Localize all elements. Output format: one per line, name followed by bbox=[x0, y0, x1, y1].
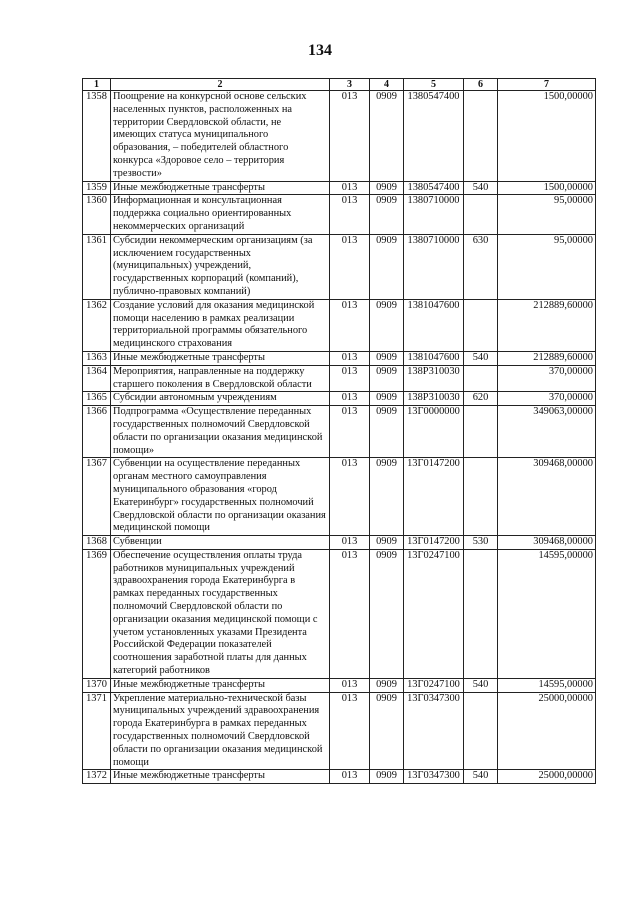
table-row bbox=[83, 770, 596, 784]
amount-cell: 14595,00000 bbox=[498, 549, 596, 678]
amount-cell: 370,00000 bbox=[498, 392, 596, 406]
table-row bbox=[83, 299, 596, 351]
table-row bbox=[83, 678, 596, 692]
table-row bbox=[83, 536, 596, 550]
admin-code-cell: 013 bbox=[330, 91, 370, 182]
row-number-cell: 1363 bbox=[83, 351, 111, 365]
header-col-3: 3 bbox=[330, 79, 370, 91]
header-col-5: 5 bbox=[404, 79, 464, 91]
row-name-cell: Иные межбюджетные трансферты bbox=[111, 181, 330, 195]
expense-type-cell: 540 bbox=[464, 678, 498, 692]
section-code-cell: 0909 bbox=[370, 351, 404, 365]
target-article-cell: 1380710000 bbox=[404, 234, 464, 299]
amount-cell: 95,00000 bbox=[498, 195, 596, 234]
target-article-cell: 1381047600 bbox=[404, 299, 464, 351]
table-row bbox=[83, 351, 596, 365]
admin-code-cell: 013 bbox=[330, 195, 370, 234]
expense-type-cell bbox=[464, 195, 498, 234]
amount-cell: 309468,00000 bbox=[498, 536, 596, 550]
header-col-7: 7 bbox=[498, 79, 596, 91]
table-row bbox=[83, 549, 596, 678]
expense-type-cell bbox=[464, 365, 498, 392]
section-code-cell: 0909 bbox=[370, 392, 404, 406]
section-code-cell: 0909 bbox=[370, 458, 404, 536]
expense-type-cell bbox=[464, 406, 498, 458]
section-code-cell: 0909 bbox=[370, 365, 404, 392]
table-row bbox=[83, 365, 596, 392]
expense-type-cell bbox=[464, 458, 498, 536]
row-name-cell: Укрепление материально-технической базы муниципальных учреждений здравоохранения города Екатеринбурга в рамках переданных государственных полномочий Свердловской области по организации оказания медицинской помощи bbox=[111, 692, 330, 770]
row-number-cell: 1370 bbox=[83, 678, 111, 692]
amount-cell: 349063,00000 bbox=[498, 406, 596, 458]
admin-code-cell: 013 bbox=[330, 365, 370, 392]
target-article-cell: 13Г0247100 bbox=[404, 549, 464, 678]
target-article-cell: 1380547400 bbox=[404, 91, 464, 182]
amount-cell: 95,00000 bbox=[498, 234, 596, 299]
target-article-cell: 13Г0347300 bbox=[404, 770, 464, 784]
expense-type-cell bbox=[464, 91, 498, 182]
row-name-cell: Создание условий для оказания медицинской помощи населению в рамках реализации территориальной программы обязательного медицинского страхования bbox=[111, 299, 330, 351]
admin-code-cell: 013 bbox=[330, 181, 370, 195]
header-col-1: 1 bbox=[83, 79, 111, 91]
admin-code-cell: 013 bbox=[330, 351, 370, 365]
amount-cell: 25000,00000 bbox=[498, 692, 596, 770]
section-code-cell: 0909 bbox=[370, 195, 404, 234]
row-name-cell: Подпрограмма «Осуществление переданных государственных полномочий Свердловской области по организации оказания медицинской помощи» bbox=[111, 406, 330, 458]
section-code-cell: 0909 bbox=[370, 181, 404, 195]
target-article-cell: 1381047600 bbox=[404, 351, 464, 365]
section-code-cell: 0909 bbox=[370, 678, 404, 692]
expense-type-cell: 620 bbox=[464, 392, 498, 406]
section-code-cell: 0909 bbox=[370, 299, 404, 351]
admin-code-cell: 013 bbox=[330, 678, 370, 692]
row-number-cell: 1368 bbox=[83, 536, 111, 550]
row-number-cell: 1358 bbox=[83, 91, 111, 182]
section-code-cell: 0909 bbox=[370, 406, 404, 458]
section-code-cell: 0909 bbox=[370, 549, 404, 678]
amount-cell: 212889,60000 bbox=[498, 299, 596, 351]
amount-cell: 309468,00000 bbox=[498, 458, 596, 536]
target-article-cell: 138P310030 bbox=[404, 365, 464, 392]
row-name-cell: Мероприятия, направленные на поддержку старшего поколения в Свердловской области bbox=[111, 365, 330, 392]
section-code-cell: 0909 bbox=[370, 770, 404, 784]
row-number-cell: 1369 bbox=[83, 549, 111, 678]
section-code-cell: 0909 bbox=[370, 536, 404, 550]
table-row bbox=[83, 234, 596, 299]
row-number-cell: 1372 bbox=[83, 770, 111, 784]
header-col-2: 2 bbox=[111, 79, 330, 91]
amount-cell: 212889,60000 bbox=[498, 351, 596, 365]
row-name-cell: Субсидии автономным учреждениям bbox=[111, 392, 330, 406]
table-body bbox=[83, 91, 596, 784]
table-row bbox=[83, 692, 596, 770]
admin-code-cell: 013 bbox=[330, 458, 370, 536]
row-number-cell: 1371 bbox=[83, 692, 111, 770]
amount-cell: 1500,00000 bbox=[498, 181, 596, 195]
header-col-4: 4 bbox=[370, 79, 404, 91]
admin-code-cell: 013 bbox=[330, 392, 370, 406]
row-number-cell: 1364 bbox=[83, 365, 111, 392]
expense-type-cell bbox=[464, 692, 498, 770]
amount-cell: 1500,00000 bbox=[498, 91, 596, 182]
row-name-cell: Иные межбюджетные трансферты bbox=[111, 770, 330, 784]
row-number-cell: 1362 bbox=[83, 299, 111, 351]
amount-cell: 14595,00000 bbox=[498, 678, 596, 692]
target-article-cell: 13Г0000000 bbox=[404, 406, 464, 458]
target-article-cell: 13Г0347300 bbox=[404, 692, 464, 770]
row-name-cell: Субвенции на осуществление переданных органам местного самоуправления муниципального образования «город Екатеринбург» государственных полномочий Свердловской области по организации оказания медицинской помощи bbox=[111, 458, 330, 536]
table-row bbox=[83, 195, 596, 234]
row-name-cell: Поощрение на конкурсной основе сельских населенных пунктов, расположенных на территории Свердловской области, не имеющих статуса муниципального образования, – победителей областного конкурса «Здоровое село – территория трезвости» bbox=[111, 91, 330, 182]
row-number-cell: 1360 bbox=[83, 195, 111, 234]
table-header-row bbox=[83, 79, 596, 91]
admin-code-cell: 013 bbox=[330, 536, 370, 550]
row-number-cell: 1361 bbox=[83, 234, 111, 299]
expense-type-cell: 630 bbox=[464, 234, 498, 299]
table-row bbox=[83, 406, 596, 458]
target-article-cell: 1380547400 bbox=[404, 181, 464, 195]
target-article-cell: 1380710000 bbox=[404, 195, 464, 234]
table-row bbox=[83, 181, 596, 195]
table-row bbox=[83, 91, 596, 182]
admin-code-cell: 013 bbox=[330, 549, 370, 678]
row-number-cell: 1367 bbox=[83, 458, 111, 536]
row-name-cell: Субвенции bbox=[111, 536, 330, 550]
amount-cell: 25000,00000 bbox=[498, 770, 596, 784]
table-row bbox=[83, 392, 596, 406]
row-name-cell: Иные межбюджетные трансферты bbox=[111, 678, 330, 692]
row-name-cell: Обеспечение осуществления оплаты труда работников муниципальных учреждений здравоохранения города Екатеринбурга в рамках переданных государственных полномочий Свердловской области по организации оказания медицинской помощи с учетом установленных указами Президента Российской Федерации показателей соотношения заработной платы для данных категорий работников bbox=[111, 549, 330, 678]
amount-cell: 370,00000 bbox=[498, 365, 596, 392]
admin-code-cell: 013 bbox=[330, 299, 370, 351]
budget-table bbox=[82, 78, 596, 784]
header-col-6: 6 bbox=[464, 79, 498, 91]
expense-type-cell: 540 bbox=[464, 181, 498, 195]
section-code-cell: 0909 bbox=[370, 234, 404, 299]
expense-type-cell bbox=[464, 549, 498, 678]
admin-code-cell: 013 bbox=[330, 406, 370, 458]
admin-code-cell: 013 bbox=[330, 234, 370, 299]
admin-code-cell: 013 bbox=[330, 692, 370, 770]
expense-type-cell bbox=[464, 299, 498, 351]
page-number: 134 bbox=[308, 42, 332, 59]
target-article-cell: 13Г0247100 bbox=[404, 678, 464, 692]
target-article-cell: 13Г0147200 bbox=[404, 458, 464, 536]
row-name-cell: Субсидии некоммерческим организациям (за исключением государственных (муниципальных) учреждений, государственных корпораций (компаний), публично-правовых компаний) bbox=[111, 234, 330, 299]
target-article-cell: 138P310030 bbox=[404, 392, 464, 406]
row-number-cell: 1365 bbox=[83, 392, 111, 406]
table-row bbox=[83, 458, 596, 536]
row-name-cell: Иные межбюджетные трансферты bbox=[111, 351, 330, 365]
row-number-cell: 1359 bbox=[83, 181, 111, 195]
expense-type-cell: 540 bbox=[464, 770, 498, 784]
expense-type-cell: 540 bbox=[464, 351, 498, 365]
section-code-cell: 0909 bbox=[370, 91, 404, 182]
row-number-cell: 1366 bbox=[83, 406, 111, 458]
expense-type-cell: 530 bbox=[464, 536, 498, 550]
admin-code-cell: 013 bbox=[330, 770, 370, 784]
target-article-cell: 13Г0147200 bbox=[404, 536, 464, 550]
row-name-cell: Информационная и консультационная поддержка социально ориентированных некоммерческих организаций bbox=[111, 195, 330, 234]
section-code-cell: 0909 bbox=[370, 692, 404, 770]
